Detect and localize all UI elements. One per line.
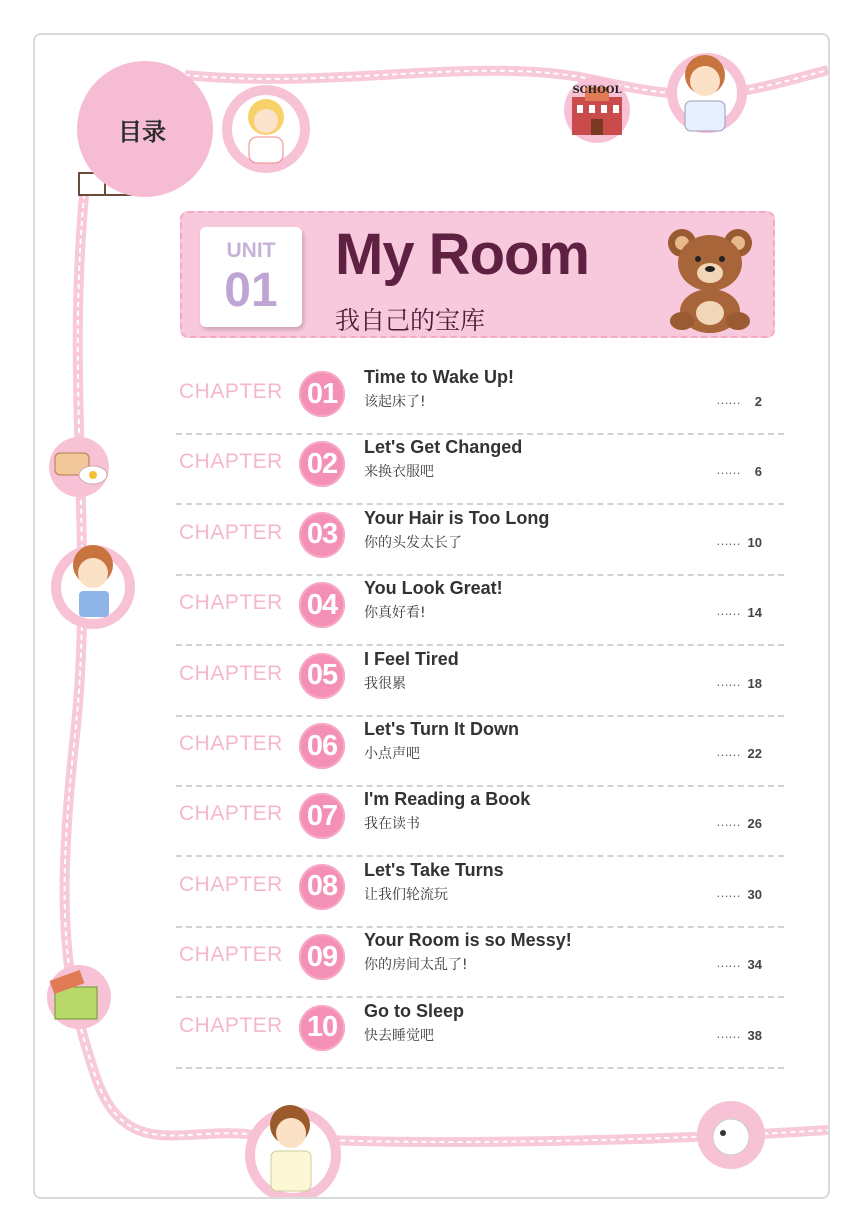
chapter-row[interactable] bbox=[176, 506, 784, 576]
chapter-label: CHAPTER bbox=[179, 450, 283, 474]
chapter-leader-dots: …… bbox=[716, 1025, 740, 1041]
unit-badge bbox=[200, 227, 302, 327]
chapter-row[interactable] bbox=[176, 435, 784, 505]
chapter-page-number: 10 bbox=[747, 534, 762, 550]
chapter-row[interactable] bbox=[176, 928, 784, 998]
chapter-page-number: 6 bbox=[754, 464, 762, 480]
chapter-page-number: 30 bbox=[747, 886, 762, 902]
chapter-number: 02 bbox=[299, 441, 345, 487]
chapter-leader-dots: …… bbox=[716, 603, 740, 619]
chapter-number: 06 bbox=[299, 723, 345, 769]
chapter-page-number: 14 bbox=[747, 605, 762, 621]
chapter-label: CHAPTER bbox=[179, 380, 283, 403]
school-sign: SCHOOL bbox=[572, 85, 622, 96]
chapter-row[interactable] bbox=[176, 647, 784, 717]
chapter-subtitle: 快去睡觉吧 bbox=[364, 1027, 434, 1044]
chapter-subtitle: 来换衣服吧 bbox=[364, 464, 434, 481]
chapter-row[interactable] bbox=[176, 365, 784, 435]
chapter-title: You Look Great! bbox=[364, 578, 503, 599]
chapter-page-number: 22 bbox=[747, 746, 762, 761]
chapter-page-number: 38 bbox=[747, 1027, 762, 1043]
chapter-title: Go to Sleep bbox=[364, 1000, 465, 1021]
chapter-number: 10 bbox=[299, 1005, 345, 1051]
chapter-subtitle: 你的房间太乱了! bbox=[364, 957, 468, 974]
chapter-label: CHAPTER bbox=[179, 802, 283, 826]
chapter-label: CHAPTER bbox=[179, 1013, 283, 1037]
unit-title: My Room bbox=[335, 222, 589, 287]
chapter-page-number: 34 bbox=[747, 957, 762, 973]
chapter-number: 08 bbox=[299, 864, 345, 910]
chapter-number: 01 bbox=[299, 371, 345, 417]
chapter-number: 04 bbox=[299, 582, 345, 628]
chapter-row[interactable] bbox=[176, 858, 784, 928]
unit-subtitle: 我自己的宝库 bbox=[335, 306, 486, 335]
chapter-number: 07 bbox=[299, 793, 345, 839]
chapter-label: CHAPTER bbox=[179, 872, 283, 896]
chapter-subtitle: 我在读书 bbox=[364, 816, 420, 833]
chapter-title: Your Hair is Too Long bbox=[364, 507, 550, 528]
chapter-subtitle: 让我们轮流玩 bbox=[364, 886, 448, 903]
chapter-leader-dots: …… bbox=[716, 955, 740, 971]
chapter-title: I'm Reading a Book bbox=[364, 789, 531, 810]
chapter-number: 09 bbox=[299, 934, 345, 980]
chapter-leader-dots: …… bbox=[716, 673, 740, 689]
chapter-label: CHAPTER bbox=[179, 520, 283, 544]
chapter-leader-dots: …… bbox=[716, 462, 740, 478]
chapter-label: CHAPTER bbox=[179, 732, 283, 755]
chapter-page-number: 18 bbox=[747, 675, 762, 691]
chapter-label: CHAPTER bbox=[179, 591, 283, 615]
chapter-leader-dots: …… bbox=[716, 392, 740, 407]
toc-title-circle bbox=[77, 61, 213, 197]
chapter-row[interactable] bbox=[176, 999, 784, 1069]
chapter-row[interactable] bbox=[176, 717, 784, 787]
chapter-subtitle: 你真好看! bbox=[364, 605, 426, 622]
chapter-page-number: 26 bbox=[747, 816, 762, 832]
chapter-subtitle: 我很累 bbox=[364, 675, 406, 692]
unit-label: UNIT bbox=[226, 239, 276, 262]
chapter-title: Let's Turn It Down bbox=[364, 719, 519, 739]
toc-page bbox=[33, 33, 830, 1199]
chapter-leader-dots: …… bbox=[716, 744, 740, 759]
chapter-page-number: 2 bbox=[754, 394, 762, 409]
chapter-title: Let's Take Turns bbox=[364, 859, 504, 880]
page-title: 目录 bbox=[118, 117, 166, 146]
chapter-subtitle: 小点声吧 bbox=[364, 746, 420, 762]
chapter-subtitle: 你的头发太长了 bbox=[364, 534, 462, 551]
chapter-title: Your Room is so Messy! bbox=[364, 930, 572, 951]
chapter-number: 05 bbox=[299, 653, 345, 699]
chapter-title: Let's Get Changed bbox=[364, 437, 523, 458]
chapter-label: CHAPTER bbox=[179, 943, 283, 967]
chapter-number: 03 bbox=[299, 512, 345, 558]
unit-number: 01 bbox=[224, 264, 278, 317]
chapter-label: CHAPTER bbox=[179, 661, 283, 685]
chapter-leader-dots: …… bbox=[716, 532, 740, 548]
chapter-subtitle: 该起床了! bbox=[364, 394, 426, 410]
chapter-title: Time to Wake Up! bbox=[364, 367, 515, 387]
chapter-leader-dots: …… bbox=[716, 884, 740, 900]
teddy-bear-icon bbox=[660, 221, 760, 333]
unit-banner bbox=[180, 211, 775, 338]
chapter-title: I Feel Tired bbox=[364, 648, 459, 669]
chapter-row[interactable] bbox=[176, 576, 784, 646]
chapter-leader-dots: …… bbox=[716, 814, 740, 830]
chapter-row[interactable] bbox=[176, 787, 784, 857]
